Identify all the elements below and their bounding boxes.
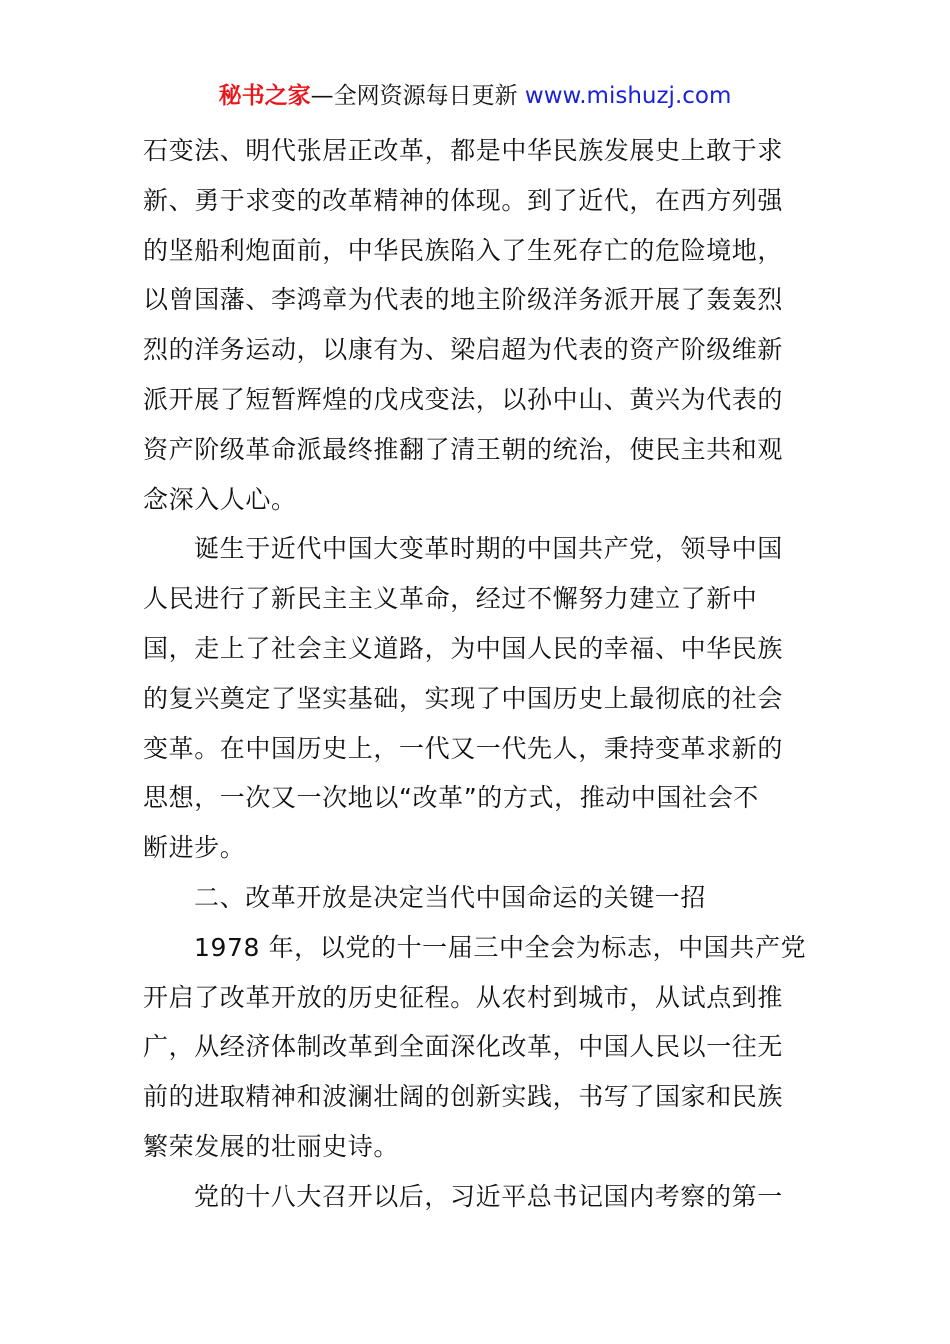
text-line: 派开展了短暂辉煌的戊戌变法，以孙中山、黄兴为代表的 [143, 384, 784, 414]
text-line: 以曾国藩、李鸿章为代表的地主阶级洋务派开展了轰轰烈 [143, 285, 784, 315]
document-body [143, 126, 807, 1222]
text-line: 二、改革开放是决定当代中国命运的关键一招 [194, 882, 707, 912]
text-line: 前的进取精神和波澜壮阔的创新实践，书写了国家和民族 [143, 1082, 784, 1112]
text-line: 国，走上了社会主义道路，为中国人民的幸福、中华民族 [143, 633, 784, 663]
text-line: 诞生于近代中国大变革时期的中国共产党，领导中国 [194, 534, 783, 564]
text-line: 1978 年，以党的十一届三中全会为标志，中国共产党 [194, 932, 807, 962]
text-line: 烈的洋务运动，以康有为、梁启超为代表的资产阶级维新 [143, 335, 784, 365]
text-line: 党的十八大召开以后，习近平总书记国内考察的第一 [194, 1181, 783, 1211]
text-line: 念深入人心。 [143, 484, 297, 514]
text-line: 开启了改革开放的历史征程。从农村到城市，从试点到推 [143, 982, 784, 1012]
text-line: 人民进行了新民主主义革命，经过不懈努力建立了新中 [143, 584, 758, 614]
site-brand: 秘书之家 [218, 83, 311, 109]
site-tagline: —全网资源每日更新 [310, 83, 518, 109]
text-line: 的坚船利炮面前，中华民族陷入了生死存亡的危险境地， [143, 235, 784, 265]
text-line: 变革。在中国历史上，一代又一代先人，秉持变革求新的 [143, 733, 784, 763]
text-line: 思想，一次又一次地以“改革”的方式，推动中国社会不 [143, 783, 759, 813]
text-line: 断进步。 [143, 833, 246, 863]
text-line: 资产阶级革命派最终推翻了清王朝的统治，使民主共和观 [143, 434, 784, 464]
text-line: 的复兴奠定了坚实基础，实现了中国历史上最彻底的社会 [143, 683, 784, 713]
text-line: 广，从经济体制改革到全面深化改革，中国人民以一往无 [143, 1032, 784, 1062]
text-line: 繁荣发展的壮丽史诗。 [143, 1131, 400, 1161]
text-line: 石变法、明代张居正改革，都是中华民族发展史上敢于求 [143, 136, 784, 165]
text-line: 新、勇于求变的改革精神的体现。到了近代，在西方列强 [143, 185, 784, 215]
site-header [0, 80, 950, 112]
site-url-link[interactable]: www.mishuzj.com [524, 83, 732, 109]
